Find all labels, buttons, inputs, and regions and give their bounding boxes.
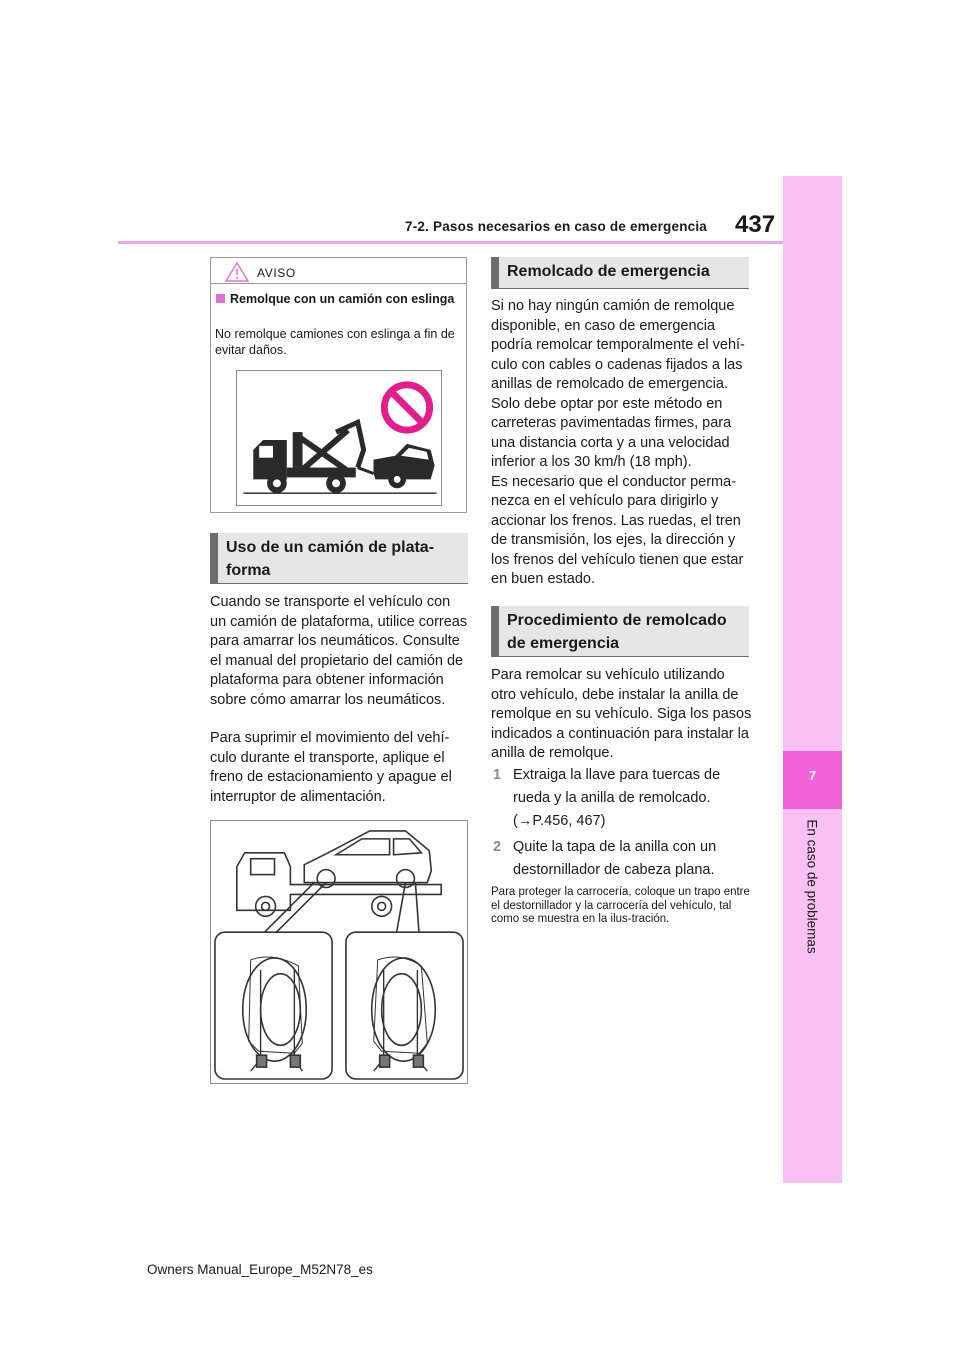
section-heading-towing-procedure: Procedimiento de remolcado de emergencia <box>491 606 749 657</box>
flatbed-strap-illustration <box>210 820 468 1084</box>
warning-triangle-icon <box>225 262 249 282</box>
emergency-towing-text-1: Si no hay ningún camión de remolque disponible, en caso de emergencia podría remolcar temporalmente el vehí-culo con cables o cadenas fijados a las anillas de remolcado de emergencia. Solo debe optar por este método en carreteras pavimentadas firmes, para una distancia corta y a una velocidad inferior a los 30 km/h (18 mph). <box>491 298 745 470</box>
chapter-number: 7 <box>808 768 817 783</box>
warning-heading: Remolque con un camión con eslinga <box>230 292 455 306</box>
emergency-towing-text-2: Es necesario que el conductor perma-nezca en el vehículo para dirigirlo y accionar los frenos. Las ruedas, el tren de transmisión, los ejes, la dirección y los frenos del vehículo tienen que estar en buen estado. <box>491 473 744 587</box>
header-rule <box>118 241 842 244</box>
bullet-square-icon <box>216 294 225 303</box>
footer-text: Owners Manual_Europe_M52N78_es <box>147 1262 373 1277</box>
flatbed-paragraph-2: Para suprimir el movimiento del vehí-culo durante el transporte, aplique el freno de estacionamiento y apague el interruptor de alimentación. <box>210 730 452 805</box>
section-heading-emergency-towing: Remolcado de emergencia <box>491 257 749 289</box>
towing-procedure-paragraph: Para remolcar su vehículo utilizando otro vehículo, debe instalar la anilla de remolque en su vehículo. Siga los pasos indicados a continuación para instalar la anilla de remolque. <box>491 667 752 761</box>
warning-text: No remolque camiones con eslinga a fin de evitar daños. <box>215 327 455 357</box>
flatbed-paragraph-1: Cuando se transporte el vehículo con un camión de plataforma, utilice correas para amarrar los neumáticos. Consulte el manual del propietario del camión de plataforma para obtener información sobre cómo amarrar los neumáticos. <box>210 594 468 708</box>
warning-label: AVISO <box>257 266 296 280</box>
sling-tow-prohibited-illustration <box>236 370 442 506</box>
step-1-page-reference: (→P.456, 467) <box>513 813 606 829</box>
note-text: Para proteger la carrocería, coloque un trapo entre el destornillador y la carrocería del vehículo, tal como se muestra en la ilus-tración. <box>491 886 750 925</box>
page-number: 437 <box>735 211 776 238</box>
step-1-number: 1 <box>493 767 502 783</box>
section-title: 7-2. Pasos necesarios en caso de emergencia <box>405 219 708 234</box>
step-1-text: Extraiga la llave para tuercas de rueda y la anilla de remolcado. (→P.456, 467) <box>513 764 753 833</box>
emergency-towing-paragraph <box>491 297 753 590</box>
section-heading-flatbed: Uso de un camión de plata-forma <box>210 533 468 584</box>
step-2-text: Quite la tapa de la anilla con un destornillador de cabeza plana. <box>513 839 717 878</box>
side-tab <box>783 176 842 1183</box>
warning-divider <box>210 283 467 284</box>
step-2-number: 2 <box>493 839 502 855</box>
